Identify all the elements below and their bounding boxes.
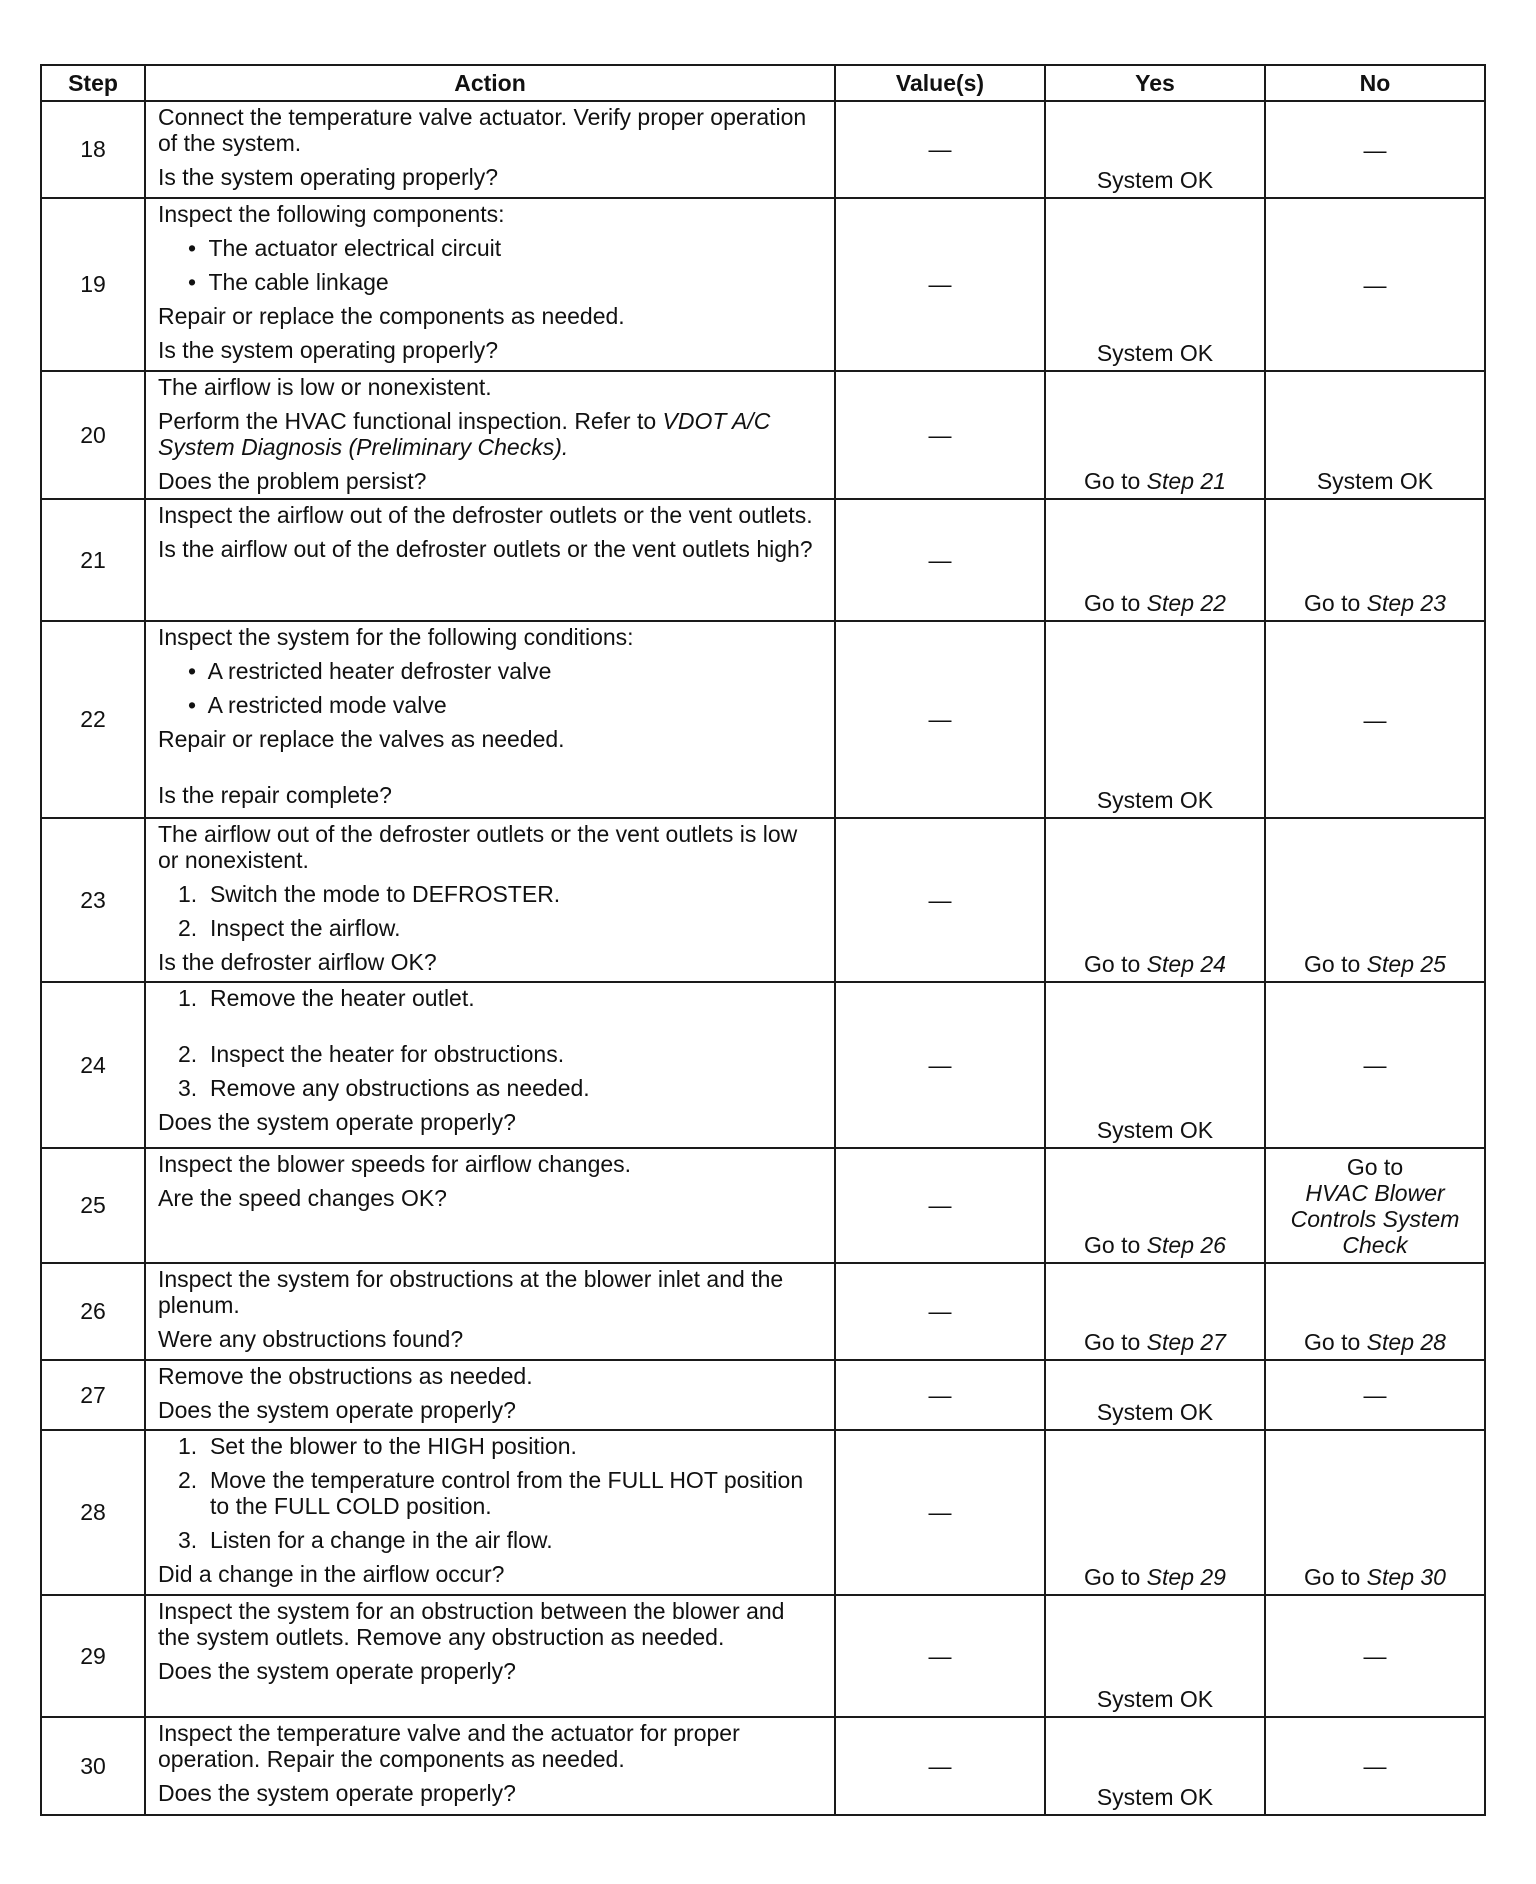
step-number: 19: [41, 198, 145, 371]
yes-cell: Go to Step 27: [1045, 1263, 1265, 1360]
action-question: Did a change in the airflow occur?: [158, 1561, 505, 1587]
step-number: 30: [41, 1717, 145, 1815]
step-number: 20: [41, 371, 145, 499]
table-row: [41, 499, 1485, 621]
value-cell: —: [835, 818, 1045, 982]
numbered-item: 3. Listen for a change in the air flow.: [178, 1527, 553, 1553]
action-text: Repair or replace the valves as needed.: [158, 726, 565, 752]
no-cell: —: [1265, 1717, 1485, 1815]
table-row: [41, 1430, 1485, 1595]
no-cell: Go to Step 25: [1265, 818, 1485, 982]
header-step: Step: [41, 65, 145, 101]
bullet-item: • A restricted mode valve: [188, 692, 447, 718]
value-cell: —: [835, 1263, 1045, 1360]
step-number: 27: [41, 1360, 145, 1430]
table-row: [41, 621, 1485, 818]
value-cell: —: [835, 1595, 1045, 1717]
action-question: Does the system operate properly?: [158, 1397, 516, 1423]
action-cell: [145, 982, 835, 1148]
action-text: Inspect the system for the following conditions:: [158, 624, 634, 650]
no-cell: —: [1265, 1360, 1485, 1430]
action-text: Perform the HVAC functional inspection. Refer to VDOT A/C System Diagnosis (Preliminary Checks).: [158, 408, 771, 460]
action-cell: [145, 499, 835, 621]
value-cell: —: [835, 982, 1045, 1148]
action-cell: [145, 1360, 835, 1430]
action-question: Is the airflow out of the defroster outlets or the vent outlets high?: [158, 536, 813, 562]
step-number: 21: [41, 499, 145, 621]
action-text: Connect the temperature valve actuator. Verify proper operation of the system.: [158, 104, 807, 156]
action-cell: [145, 1263, 835, 1360]
action-question: Were any obstructions found?: [158, 1326, 464, 1352]
yes-cell: Go to Step 24: [1045, 818, 1265, 982]
action-text: Inspect the system for an obstruction between the blower and the system outlets. Remove any obstruction as needed.: [158, 1598, 785, 1650]
yes-cell: System OK: [1045, 101, 1265, 198]
diagnostic-table: [40, 64, 1486, 1816]
value-cell: —: [835, 1148, 1045, 1263]
bullet-item: • A restricted heater defroster valve: [188, 658, 552, 684]
table-row: [41, 1595, 1485, 1717]
step-number: 28: [41, 1430, 145, 1595]
action-text: Inspect the airflow out of the defroster outlets or the vent outlets.: [158, 502, 813, 528]
yes-cell: System OK: [1045, 621, 1265, 818]
step-number: 22: [41, 621, 145, 818]
table-row: [41, 1148, 1485, 1263]
bullet-item: • The actuator electrical circuit: [188, 235, 502, 261]
step-number: 24: [41, 982, 145, 1148]
action-text: The airflow is low or nonexistent.: [158, 374, 492, 400]
action-question: Are the speed changes OK?: [158, 1185, 447, 1211]
yes-cell: Go to Step 26: [1045, 1148, 1265, 1263]
header-row: [41, 65, 1485, 101]
action-question: Is the system operating properly?: [158, 164, 499, 190]
value-cell: —: [835, 371, 1045, 499]
yes-cell: Go to Step 21: [1045, 371, 1265, 499]
action-question: Does the system operate properly?: [158, 1658, 516, 1684]
action-text: Repair or replace the components as needed.: [158, 303, 625, 329]
value-cell: —: [835, 621, 1045, 818]
numbered-item: 1. Remove the heater outlet.: [178, 985, 475, 1011]
value-cell: —: [835, 1717, 1045, 1815]
table-row: [41, 1717, 1485, 1815]
action-question: Does the problem persist?: [158, 468, 427, 494]
table-row: [41, 1360, 1485, 1430]
action-question: Is the system operating properly?: [158, 337, 499, 363]
numbered-item: 2. Inspect the heater for obstructions.: [178, 1041, 565, 1067]
numbered-item: 3. Remove any obstructions as needed.: [178, 1075, 590, 1101]
action-question: Does the system operate properly?: [158, 1780, 516, 1806]
action-cell: [145, 621, 835, 818]
action-cell: [145, 1148, 835, 1263]
action-cell: [145, 101, 835, 198]
no-cell: —: [1265, 101, 1485, 198]
value-cell: —: [835, 101, 1045, 198]
table-row: [41, 818, 1485, 982]
no-cell: Go to Step 30: [1265, 1430, 1485, 1595]
no-cell: —: [1265, 1595, 1485, 1717]
yes-cell: System OK: [1045, 1595, 1265, 1717]
value-cell: —: [835, 499, 1045, 621]
value-cell: —: [835, 1430, 1045, 1595]
action-text: Inspect the following components:: [158, 201, 505, 227]
numbered-item: 2. Inspect the airflow.: [178, 915, 401, 941]
action-cell: [145, 1595, 835, 1717]
header-action: Action: [145, 65, 835, 101]
table-row: [41, 101, 1485, 198]
action-question: Is the repair complete?: [158, 782, 392, 808]
yes-cell: System OK: [1045, 1360, 1265, 1430]
action-cell: [145, 1430, 835, 1595]
action-question: Does the system operate properly?: [158, 1109, 516, 1135]
action-cell: [145, 1717, 835, 1815]
header-yes: Yes: [1045, 65, 1265, 101]
action-cell: [145, 818, 835, 982]
no-cell: —: [1265, 982, 1485, 1148]
step-number: 23: [41, 818, 145, 982]
no-cell: Go to Step 23: [1265, 499, 1485, 621]
step-number: 18: [41, 101, 145, 198]
action-text: The airflow out of the defroster outlets or the vent outlets is low or nonexistent.: [158, 821, 798, 873]
value-cell: —: [835, 1360, 1045, 1430]
numbered-item: 2. Move the temperature control from the FULL HOT position to the FULL COLD position.: [178, 1467, 804, 1519]
reference-link: HVAC Blower Controls System Check: [1290, 1180, 1460, 1258]
step-number: 29: [41, 1595, 145, 1717]
no-cell: Go to Step 28: [1265, 1263, 1485, 1360]
reference-link: VDOT A/C System Diagnosis (Preliminary Checks).: [158, 408, 771, 460]
yes-cell: Go to Step 22: [1045, 499, 1265, 621]
header-no: No: [1265, 65, 1485, 101]
bullet-item: • The cable linkage: [188, 269, 389, 295]
action-text: Inspect the temperature valve and the actuator for proper operation. Repair the components as needed.: [158, 1720, 740, 1772]
numbered-item: 1. Switch the mode to DEFROSTER.: [178, 881, 561, 907]
no-cell: —: [1265, 198, 1485, 371]
table-row: [41, 198, 1485, 371]
step-number: 26: [41, 1263, 145, 1360]
header-values: Value(s): [835, 65, 1045, 101]
no-cell: System OK: [1265, 371, 1485, 499]
no-cell: Go to HVAC Blower Controls System Check: [1265, 1148, 1485, 1263]
action-cell: [145, 371, 835, 499]
yes-cell: System OK: [1045, 982, 1265, 1148]
action-text: Inspect the blower speeds for airflow changes.: [158, 1151, 632, 1177]
action-question: Is the defroster airflow OK?: [158, 949, 437, 975]
yes-cell: System OK: [1045, 1717, 1265, 1815]
table-row: [41, 371, 1485, 499]
action-text: Inspect the system for obstructions at the blower inlet and the plenum.: [158, 1266, 784, 1318]
action-cell: [145, 198, 835, 371]
numbered-item: 1. Set the blower to the HIGH position.: [178, 1433, 577, 1459]
table-row: [41, 982, 1485, 1148]
step-number: 25: [41, 1148, 145, 1263]
value-cell: —: [835, 198, 1045, 371]
yes-cell: System OK: [1045, 198, 1265, 371]
table-row: [41, 1263, 1485, 1360]
no-cell: —: [1265, 621, 1485, 818]
yes-cell: Go to Step 29: [1045, 1430, 1265, 1595]
action-text: Remove the obstructions as needed.: [158, 1363, 533, 1389]
